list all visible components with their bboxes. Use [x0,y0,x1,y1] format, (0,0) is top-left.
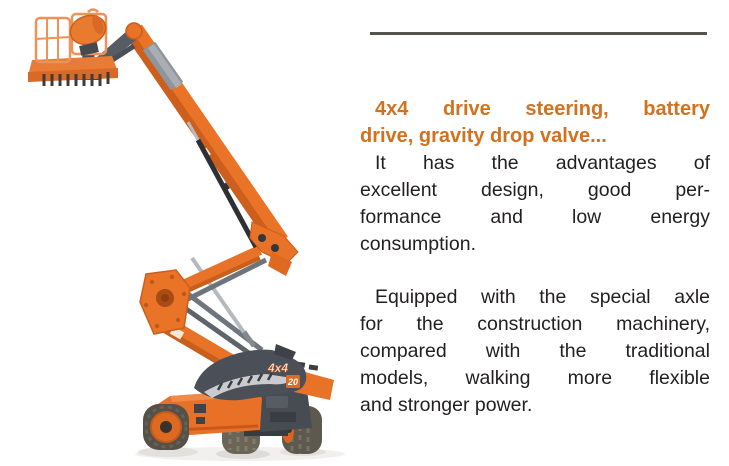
boom-lift-photo [0,0,360,466]
turret-model-decal: 20 [288,377,299,387]
article-heading [360,96,710,150]
paragraph-line: models, walking more flexible [360,367,710,389]
heading-line: drive, gravity drop valve... [360,125,607,147]
wheel-front-left [143,404,189,450]
section-divider [370,32,707,35]
platform-basket [28,10,118,87]
paragraph-line: for the construction machinery, [360,313,710,335]
text-column [360,0,710,466]
paragraph-line: excellent design, good per- [360,179,710,201]
paragraph-line: Equipped with the special axle [375,286,710,308]
turret-4x4-decal: 4x4 [268,361,289,375]
main-boom [133,28,283,247]
paragraph-line: It has the advantages of [375,152,710,174]
paragraph-line: formance and low energy [360,206,710,228]
heading-line: 4x4 drive steering, battery [375,98,710,120]
paragraph-1 [360,150,710,258]
paragraph-2 [360,284,710,419]
paragraph-line: compared with the traditional [360,340,710,362]
paragraph-line: consumption. [360,233,476,255]
paragraph-line: and stronger power. [360,394,533,416]
elbow-plate [140,270,190,334]
